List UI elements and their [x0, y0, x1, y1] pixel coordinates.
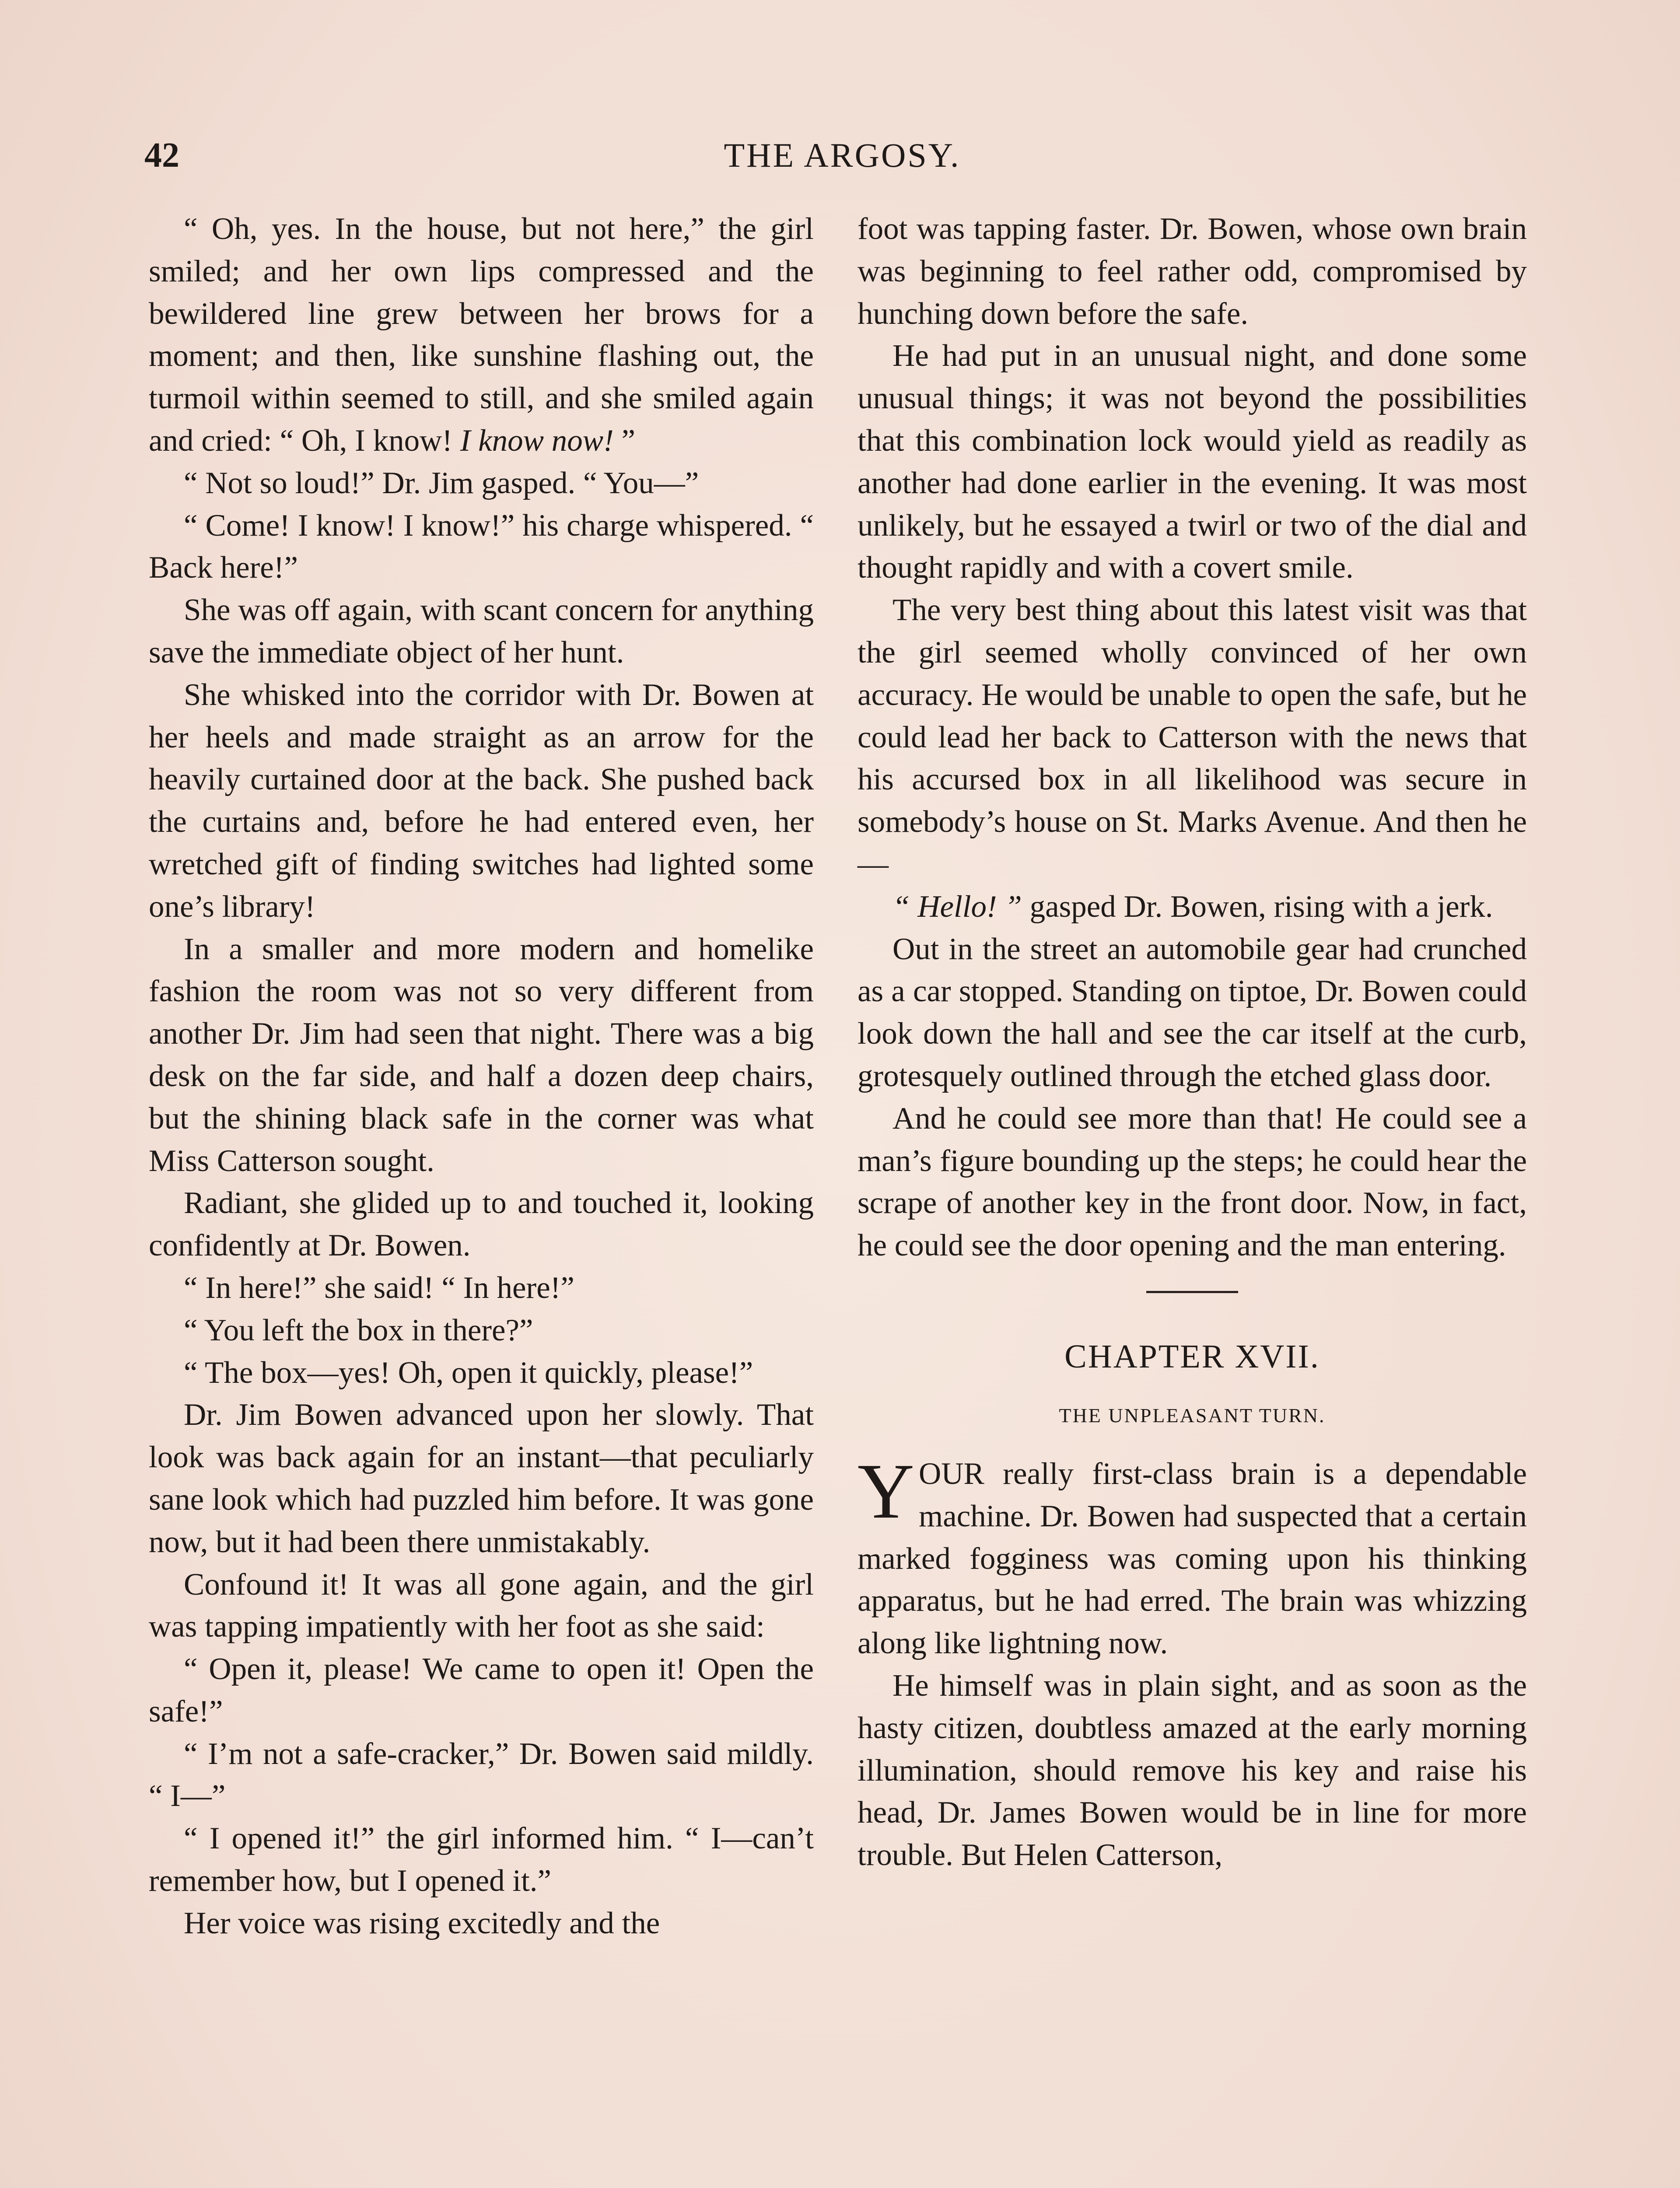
emphasis-text: “ Hello! ”	[892, 889, 1022, 924]
page-number: 42	[144, 136, 179, 175]
paragraph-tail: gasped Dr. Bowen, rising with a jerk.	[1022, 889, 1493, 924]
emphasis-text: I know now!	[460, 423, 614, 458]
paragraph	[858, 589, 1527, 886]
opening-text: OUR really first-class brain is a dependable machine. Dr. Bowen had suspected that a certain marked fogginess was coming upon his thinking apparatus, but he had erred. The brain was whizzing along like lightning now.	[858, 1456, 1527, 1661]
right-column-text	[858, 208, 1527, 1267]
section-divider	[1146, 1291, 1238, 1293]
paragraph	[858, 1665, 1527, 1876]
paragraph-text: “ Not so loud!” Dr. Jim gasped. “ You—”	[184, 466, 699, 500]
left-column	[149, 208, 814, 1945]
paragraph	[149, 1733, 814, 1818]
paragraph	[149, 1394, 814, 1563]
paragraph-text: Her voice was rising excitedly and the	[184, 1906, 660, 1940]
paragraph-text: “ Oh, yes. In the house, but not here,” the girl smiled; and her own lips compressed and the bewildered line grew between her brows for a moment; and then, like sunshine flashing out, the turmoil within seemed to still, and she smiled again and cried: “ Oh, I know!	[149, 212, 814, 458]
paragraph	[149, 505, 814, 589]
paragraph	[858, 335, 1527, 589]
right-column	[858, 208, 1527, 1876]
paragraph-tail: ”	[613, 423, 636, 458]
paragraph-text: Confound it! It was all gone again, and the girl was tapping impatiently with her foot as she said:	[149, 1567, 814, 1644]
magazine-title: THE ARGOSY.	[724, 136, 961, 174]
chapter-heading: CHAPTER XVII.	[1064, 1338, 1320, 1375]
paragraph	[149, 1267, 814, 1309]
paragraph	[149, 1564, 814, 1648]
paragraph-text: foot was tapping faster. Dr. Bowen, whose own brain was beginning to feel rather odd, compromised by hunching down before the safe.	[858, 212, 1527, 331]
paragraph-text: “ In here!” she said! “ In here!”	[184, 1270, 574, 1305]
paragraph-text: Out in the street an automobile gear had crunched as a car stopped. Standing on tiptoe, Dr. Bowen could look down the hall and see the car itself at the curb, grotesquely outlined through the etched glass door.	[858, 932, 1527, 1093]
paragraph-text: She was off again, with scant concern for anything save the immediate object of her hunt.	[149, 593, 814, 670]
paragraph-text: She whisked into the corridor with Dr. Bowen at her heels and made straight as an arrow for the heavily curtained door at the back. She pushed back the curtains and, before he had entered even, her wretched gift of finding switches had lighted some one’s library!	[149, 677, 814, 924]
paragraph-text: “ Open it, please! We came to open it! Open the safe!”	[149, 1652, 814, 1729]
paragraph	[149, 589, 814, 674]
paragraph	[149, 928, 814, 1182]
paragraph	[149, 462, 814, 505]
paragraph	[858, 208, 1527, 335]
paragraph	[149, 674, 814, 928]
paragraph	[149, 1902, 814, 1945]
paragraph-text: “ Come! I know! I know!” his charge whispered. “ Back here!”	[149, 508, 814, 585]
paragraph-text: “ The box—yes! Oh, open it quickly, please!”	[184, 1355, 753, 1390]
drop-cap: Y	[858, 1447, 914, 1535]
paragraph	[858, 1098, 1527, 1267]
paragraph-text: “ I’m not a safe-cracker,” Dr. Bowen said mildly. “ I—”	[149, 1736, 814, 1813]
chapter-body	[858, 1665, 1527, 1876]
paragraph-text: He himself was in plain sight, and as soon as the hasty citizen, doubtless amazed at the early morning illumination, should remove his key and raise his head, Dr. James Bowen would be in line for more trouble. But Helen Catterson,	[858, 1668, 1527, 1872]
chapter-title: THE UNPLEASANT TURN.	[1059, 1404, 1326, 1427]
chapter-opening-paragraph	[858, 1447, 1527, 1665]
paragraph	[149, 208, 814, 462]
paragraph	[149, 1352, 814, 1394]
paragraph	[149, 1182, 814, 1267]
paragraph-text: In a smaller and more modern and homelike fashion the room was not so very different from another Dr. Jim had seen that night. There was a big desk on the far side, and half a dozen deep chairs, but the shining black safe in the corner was what Miss Catterson sought.	[149, 932, 814, 1178]
paragraph	[149, 1309, 814, 1352]
paragraph-text: “ I opened it!” the girl informed him. “ I—can’t remember how, but I opened it.”	[149, 1821, 814, 1898]
paragraph-text: Radiant, she glided up to and touched it, looking confidently at Dr. Bowen.	[149, 1186, 814, 1263]
paragraph	[149, 1648, 814, 1733]
paragraph-text: The very best thing about this latest visit was that the girl seemed wholly convinced of her own accuracy. He would be unable to open the safe, but he could lead her back to Catterson with the news that his accursed box in all likelihood was secure in somebody’s house on St. Marks Avenue. And then he—	[858, 593, 1527, 881]
paragraph	[858, 886, 1527, 928]
paragraph-text: “ You left the box in there?”	[184, 1313, 533, 1347]
paragraph	[149, 1817, 814, 1902]
paragraph-text: Dr. Jim Bowen advanced upon her slowly. That look was back again for an instant—that peculiarly sane look which had puzzled him before. It was gone now, but it had been there unmistakably.	[149, 1398, 814, 1559]
paragraph-text: He had put in an unusual night, and done some unusual things; it was not beyond the possibilities that this combination lock would yield as readily as another had done earlier in the evening. It was most unlikely, but he essayed a twirl or two of the dial and thought rapidly and with a covert smile.	[858, 339, 1527, 585]
running-head	[144, 131, 1540, 179]
paragraph	[858, 928, 1527, 1098]
paragraph-text: And he could see more than that! He could see a man’s figure bounding up the steps; he could hear the scrape of another key in the front door. Now, in fact, he could see the door opening and the man entering.	[858, 1101, 1527, 1263]
